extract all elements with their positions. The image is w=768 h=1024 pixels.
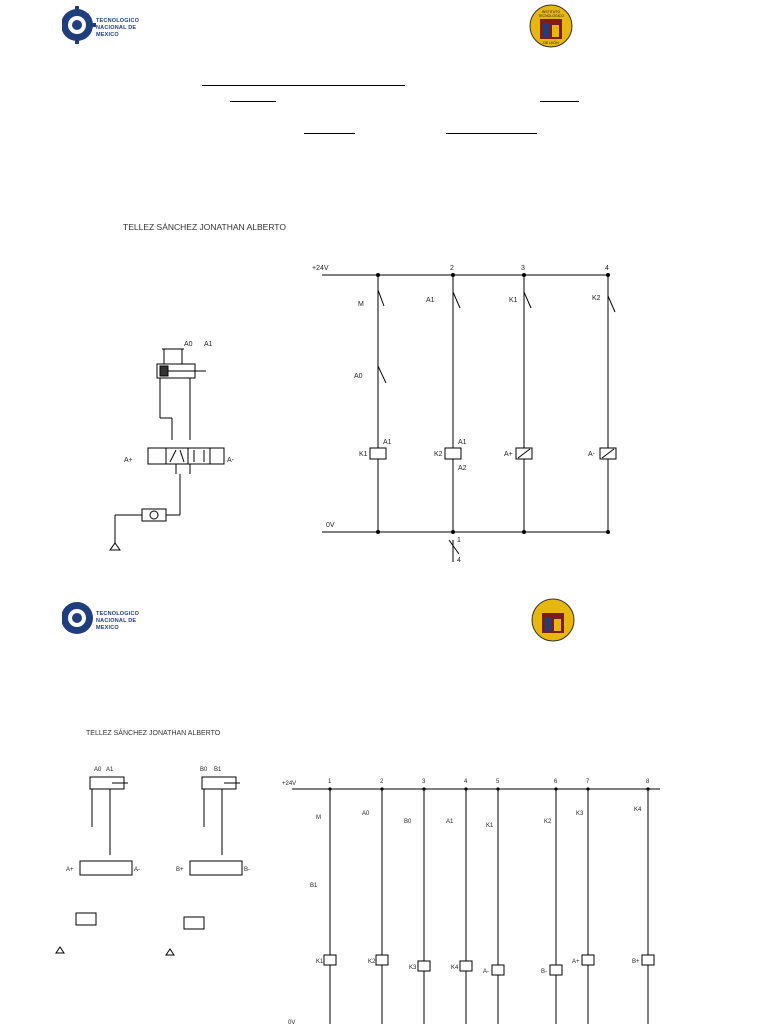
cylinder-b <box>202 777 240 855</box>
label-m: M <box>358 301 364 308</box>
label-b0: B0 <box>200 767 208 773</box>
label-a0: A0 <box>184 341 193 348</box>
label-a0-contact-2: A0 <box>362 811 370 817</box>
badge-icon <box>529 4 573 48</box>
m-contact <box>378 290 384 306</box>
itl-badge-2 <box>531 598 575 642</box>
form-line <box>304 133 355 134</box>
k2-coil <box>445 448 461 459</box>
b-minus-solenoid <box>550 965 562 975</box>
label-b1-contact: B1 <box>310 883 318 889</box>
k2-contact <box>608 296 615 312</box>
pressure-source-a <box>76 913 96 925</box>
logo-line1: TECNOLOGICO <box>96 18 140 24</box>
label-col-3: 3 <box>521 265 525 272</box>
label-b-plus-coil: B+ <box>632 959 640 965</box>
label-a-minus-coil: A- <box>588 451 595 458</box>
k1-coil-2 <box>324 955 336 965</box>
pressure-source-b <box>184 917 204 929</box>
badge-text-2: TECNOLOGICO <box>538 14 564 18</box>
label-k4-contact: K4 <box>634 807 642 813</box>
k2-coil-2 <box>376 955 388 965</box>
form-line <box>540 101 579 102</box>
label-k2-coil: K2 <box>434 451 443 458</box>
label-k1-coil-2: K1 <box>316 959 324 965</box>
label-a-minus: A- <box>227 457 234 464</box>
label-col-1: 1 <box>328 779 332 785</box>
label-b-minus-coil: B- <box>541 969 547 975</box>
label-supply: +24V <box>312 265 329 272</box>
label-b-plus: B+ <box>176 867 184 873</box>
label-k1-coil: K1 <box>359 451 368 458</box>
itl-badge <box>529 4 573 48</box>
label-m-2: M <box>316 815 321 821</box>
label-a-plus-2: A+ <box>66 867 74 873</box>
label-pb-4: 4 <box>457 557 461 564</box>
logo-line1: TECNOLOGICO <box>96 611 140 617</box>
badge-text-1: INSTITUTO <box>541 10 561 14</box>
label-k4-coil: K4 <box>451 965 459 971</box>
label-k2-contact: K2 <box>592 295 601 302</box>
logo-line2: NACIONAL DE MEXICO <box>96 25 137 38</box>
electropneumatic-diagram-1 <box>100 240 640 580</box>
a0-contact <box>378 366 386 383</box>
label-a-plus-coil: A+ <box>504 451 513 458</box>
label-ground: 0V <box>326 522 335 529</box>
tecnm-logo-2 <box>62 597 154 639</box>
label-supply-2: +24V <box>282 781 297 787</box>
valve-5-2 <box>148 448 224 474</box>
form-line <box>202 85 405 86</box>
electropneumatic-diagram-2 <box>50 745 670 1024</box>
label-a-minus-coil-2: A- <box>483 969 489 975</box>
k1-coil <box>370 448 386 459</box>
badge-icon <box>531 598 575 642</box>
label-col-5: 5 <box>496 779 500 785</box>
label-k1-a1: A1 <box>383 439 392 446</box>
label-a1-2: A1 <box>106 767 114 773</box>
valve-a <box>80 861 132 875</box>
valve-b <box>190 861 242 875</box>
label-pb-1: 1 <box>457 537 461 544</box>
a-minus-solenoid-2 <box>492 965 504 975</box>
badge-text-3: DE LEÓN <box>543 41 559 45</box>
label-ground-2: 0V <box>288 1020 296 1024</box>
author-name-2: TELLEZ SÁNCHEZ JONATHAN ALBERTO <box>86 730 221 737</box>
label-b0-contact: B0 <box>404 819 412 825</box>
label-k3-coil: K3 <box>409 965 417 971</box>
form-line <box>446 133 537 134</box>
label-k2-contact-2: K2 <box>544 819 552 825</box>
author-name: TELLEZ SÁNCHEZ JONATHAN ALBERTO <box>123 222 286 232</box>
logo-line2: NACIONAL DE MEXICO <box>96 618 137 631</box>
label-a-plus-coil-2: A+ <box>572 959 580 965</box>
label-col-2: 2 <box>450 265 454 272</box>
label-a-plus: A+ <box>124 457 133 464</box>
b-plus-solenoid <box>642 955 654 965</box>
label-b1: B1 <box>214 767 222 773</box>
a1-contact <box>453 292 460 308</box>
k1-contact <box>524 292 531 308</box>
label-col-8: 8 <box>646 779 650 785</box>
label-col-7: 7 <box>586 779 590 785</box>
k3-coil <box>418 961 430 971</box>
label-col-2: 2 <box>380 779 384 785</box>
label-col-4: 4 <box>464 779 468 785</box>
label-a0-contact: A0 <box>354 373 363 380</box>
label-col-3: 3 <box>422 779 426 785</box>
label-k1-contact-2: K1 <box>486 823 494 829</box>
k4-coil <box>460 961 472 971</box>
label-a1: A1 <box>204 341 213 348</box>
pressure-source <box>110 474 180 550</box>
label-k2-a1: A1 <box>458 439 467 446</box>
label-col-4: 4 <box>605 265 609 272</box>
cylinder-a <box>157 349 206 440</box>
cylinder-a-2 <box>90 777 128 855</box>
form-line <box>230 101 276 102</box>
label-k3-contact: K3 <box>576 811 584 817</box>
label-b-minus: B- <box>244 867 250 873</box>
label-a-minus-2: A- <box>134 867 140 873</box>
label-col-6: 6 <box>554 779 558 785</box>
label-k2-coil-2: K2 <box>368 959 376 965</box>
a-plus-solenoid-2 <box>582 955 594 965</box>
label-k2-a2: A2 <box>458 465 467 472</box>
label-k1-contact: K1 <box>509 297 518 304</box>
label-a0-2: A0 <box>94 767 102 773</box>
tecnm-logo <box>62 4 154 46</box>
label-a1-contact-2: A1 <box>446 819 454 825</box>
label-a1-contact: A1 <box>426 297 435 304</box>
